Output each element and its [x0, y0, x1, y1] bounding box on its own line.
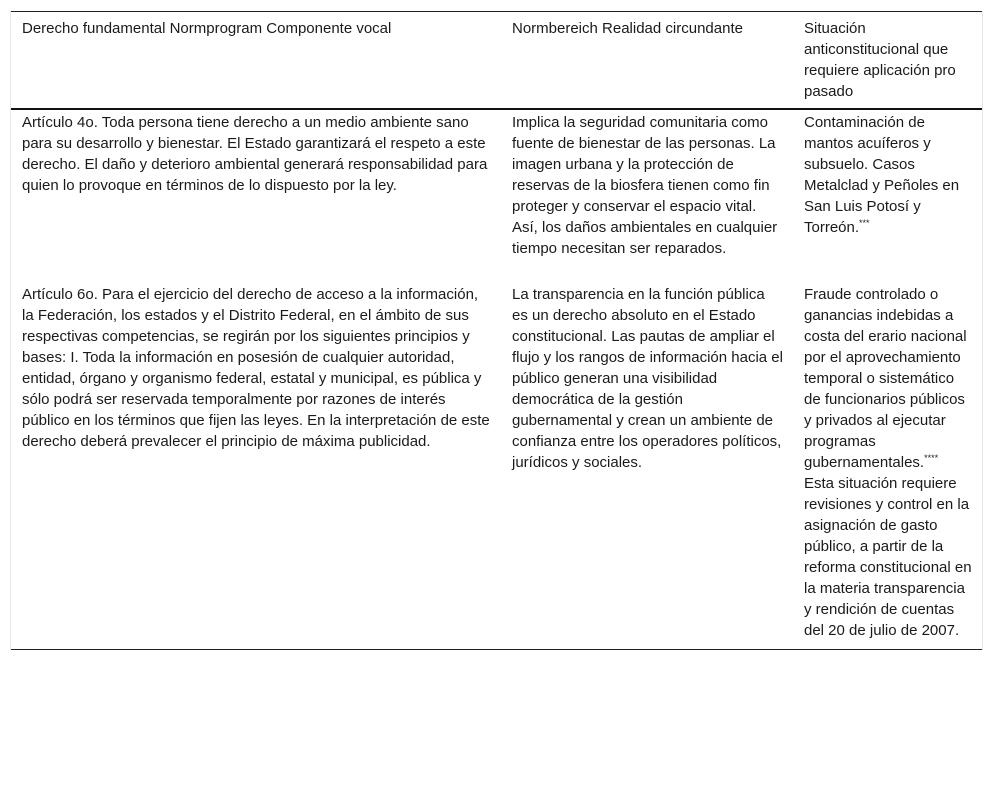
constitutional-rights-table: [11, 11, 982, 650]
footnote-marker: ****: [924, 453, 939, 463]
footnote-marker: ***: [859, 218, 870, 228]
cell-realidad: Implica la seguridad comunitaria como fuente de bienestar de las personas. La imagen urbana y la protección de reservas de la biosfera tienen como fin proteger y conservar el espacio vital. Así, los daños ambientales en cualquier tiempo necesitan ser reparados.: [512, 114, 778, 257]
table-body: [11, 109, 982, 650]
cell-derecho: Artículo 6o. Para el ejercicio del derecho de acceso a la información, la Federación, los estados y el Distrito Federal, en el ámbito de sus respectivas competencias, se regirán por los siguientes principios y bases: I. Toda la información en posesión de cualquier autoridad, entidad, órgano y organismo federal, estatal y municipal, es pública y sólo podrá ser reservada temporalmente por razones de interés público en los términos que fijen las leyes. En la interpretación de este derecho deberá prevalecer el principio de máxima publicidad.: [11, 282, 501, 650]
cell-situacion: [793, 109, 982, 282]
cell-realidad: La transparencia en la función pública es un derecho absoluto en el Estado constitucional. Las pautas de ampliar el flujo y los rangos de información hacia el público generan una visibilidad democrática de la gestión gubernamental y crean un ambiente de confianza entre los operadores políticos, jurídicos y sociales.: [501, 282, 793, 650]
header-normbereich: Normbereich Realidad circundante: [501, 12, 793, 110]
cell-derecho: Artículo 4o. Toda persona tiene derecho a un medio ambiente sano para su desarrollo y bienestar. El Estado garantizará el respeto a este derecho. El daño y deterioro ambiental generará responsabilidad para quien lo provoque en términos de lo dispuesto por la ley.: [22, 114, 488, 194]
situacion-text-continued: Esta situación requiere revisiones y control en la asignación de gasto público, a partir de la reforma constitucional en la materia transparencia y rendición de cuentas del 20 de julio de 2007.: [804, 475, 972, 639]
table-row: [11, 109, 982, 282]
cell-situacion: [793, 282, 982, 650]
situacion-text: Contaminación de mantos acuíferos y subsuelo. Casos Metalclad y Peñoles en San Luis Potosí y Torreón.: [804, 114, 960, 236]
header-row: [11, 12, 982, 110]
table-header: [11, 12, 982, 110]
situacion-text: Fraude controlado o ganancias indebidas a costa del erario nacional por el aprovechamiento temporal o sistemático de funcionarios públicos y privados al ejecutar programas gubernamentales.: [804, 286, 967, 471]
header-derecho-fundamental: Derecho fundamental Normprogram Componente vocal: [11, 12, 501, 110]
table-row: [11, 282, 982, 650]
header-situacion-anticonstitucional: Situación anticonstitucional que requiere aplicación pro pasado: [793, 12, 982, 110]
data-table-container: [10, 11, 983, 650]
